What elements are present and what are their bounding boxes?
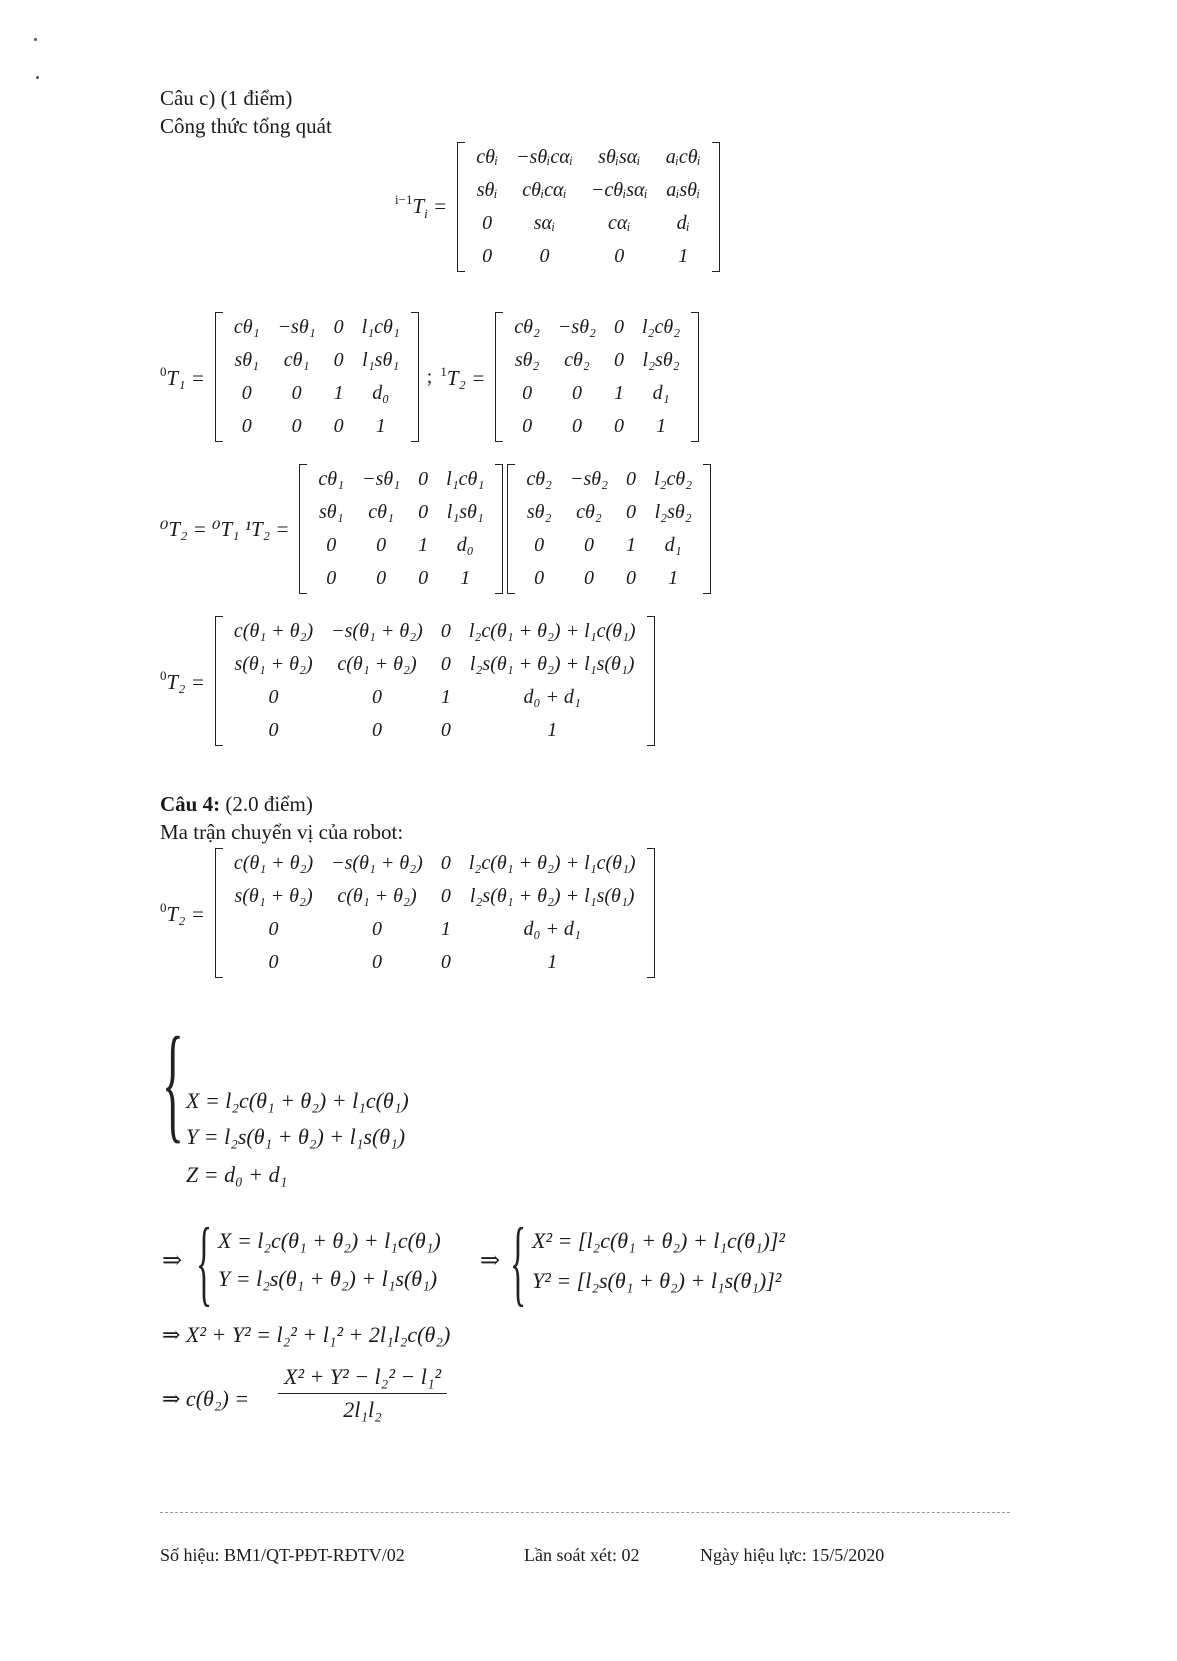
left-brace: { [510, 1208, 527, 1315]
matrix-cell: 0 [440, 719, 451, 741]
matrix-cell: 0 [613, 349, 624, 371]
fraction-numerator: X² + Y² − l₂² − l₁² [278, 1364, 447, 1394]
matrix-cell: 1 [333, 382, 344, 404]
general-matrix [457, 142, 720, 272]
matrix-cell: 0 [326, 534, 337, 556]
matrix-cell: aᵢcθᵢ [665, 146, 701, 168]
matrix-cell: 0 [268, 686, 279, 708]
matrix-cell: cθ₂ [576, 501, 602, 523]
matrix-cell: sθᵢsαᵢ [598, 146, 641, 168]
matrix-cell: s(θ₁ + θ₂) [234, 653, 313, 675]
matrix-cell: c(θ₁ + θ₂) [233, 620, 314, 642]
footer-divider [160, 1512, 1010, 1513]
matrix-cell: −s(θ₁ + θ₂) [331, 620, 423, 642]
matrix-cell: 0 [241, 415, 252, 437]
matrix-cell: −cθᵢsαᵢ [590, 179, 648, 201]
matrix-cell: l₁sθ₁ [446, 501, 484, 523]
matrix-cell: l₁cθ₁ [361, 316, 400, 338]
matrix-cell: 0 [440, 620, 451, 642]
matrix-cell: −sθ₁ [362, 468, 401, 490]
section-subheading-robot-matrix: Ma trận chuyển vị của robot: [160, 820, 404, 844]
matrix-cell: 1 [460, 567, 471, 589]
matrix-cell: cθ₁ [318, 468, 345, 490]
general-matrix-lhs: $^{i-1}T_i$ = [395, 192, 448, 221]
matrix-cell: 0 [584, 534, 594, 556]
matrix-cell: 1 [375, 415, 386, 437]
scan-speck [34, 38, 37, 41]
matrix-cell: 0 [333, 349, 344, 371]
equation-sum-of-squares: ⇒ X² + Y² = l₂² + l₁² + 2l₁l₂c(θ₂) [162, 1322, 451, 1347]
matrix-cell: −sθᵢcαᵢ [516, 146, 573, 168]
matrix-cell: 0 [440, 852, 451, 874]
implies-arrow: ⇒ [480, 1248, 501, 1274]
matrix-cell: 1 [668, 567, 679, 589]
matrix-cell: sθ₁ [234, 349, 260, 371]
heading-points: (2.0 điểm) [225, 792, 313, 816]
result-equation [160, 616, 655, 746]
matrix-cell: 0 [418, 468, 429, 490]
matrix-cell: 0 [571, 415, 582, 437]
matrix-cell: 1 [656, 415, 667, 437]
matrix-cell: 1 [547, 951, 558, 973]
matrix-cell: 0 [333, 415, 344, 437]
matrix-cell: l₂sθ₂ [642, 349, 680, 371]
matrix-cell: 0 [482, 212, 493, 234]
matrix-cell: 1 [626, 534, 637, 556]
matrix-cell: 0 [241, 382, 252, 404]
matrix-cell: 1 [418, 534, 429, 556]
footer-effective-date: Ngày hiệu lực: 15/5/2020 [700, 1545, 885, 1565]
matrix-cell: l₂c(θ₁ + θ₂) + l₁c(θ₁) [468, 852, 636, 874]
matrix-cell: sθᵢ [476, 179, 498, 201]
matrix-cell: s(θ₁ + θ₂) [234, 885, 313, 907]
matrix-cell: 0 [418, 501, 429, 523]
matrix-cell: 0 [440, 951, 451, 973]
matrix-cell: d₁ [664, 534, 682, 556]
matrix-cell: cαᵢ [608, 212, 631, 234]
matrix-cell: 0 [539, 245, 550, 267]
matrix-cell: 0 [614, 245, 625, 267]
matrix-cell: 0 [376, 534, 387, 556]
matrix-cell: 1 [678, 245, 689, 267]
matrix-cell: 0 [534, 534, 545, 556]
equation-y: Y = l₂s(θ₁ + θ₂) + l₁s(θ₁) [186, 1124, 406, 1149]
matrix-cell: 0 [326, 567, 337, 589]
left-brace: { [196, 1208, 213, 1315]
matrix-cell: cθ₂ [564, 349, 590, 371]
matrix-cell: 0 [268, 719, 279, 741]
matrix-cell: cθ₁ [233, 316, 260, 338]
section-heading-cau-c: Câu c) (1 điểm) [160, 86, 293, 110]
matrix-cell: cθ₁ [368, 501, 394, 523]
matrix-cell: 0 [291, 415, 302, 437]
matrix-cell: 0 [626, 567, 637, 589]
equation-x: X = l₂c(θ₁ + θ₂) + l₁c(θ₁) [186, 1088, 409, 1113]
matrix-cell: l₂s(θ₁ + θ₂) + l₁s(θ₁) [469, 653, 635, 675]
heading-bold-part: Câu 4: [160, 792, 221, 816]
matrix-cell: 0 [440, 653, 451, 675]
matrix-cell: 0 [371, 918, 382, 940]
matrix-cell: 0 [482, 245, 493, 267]
matrix-cell: 0 [418, 567, 429, 589]
t2-matrix [495, 312, 699, 442]
matrix-cell: 1 [440, 686, 451, 708]
matrix-cell: cθ₂ [514, 316, 540, 338]
matrix-cell: −sθ₂ [569, 468, 609, 490]
matrix-cell: sθ₂ [526, 501, 552, 523]
matrix-cell: l₁cθ₁ [446, 468, 485, 490]
matrix-cell: l₁sθ₁ [362, 349, 400, 371]
matrix-cell: 1 [613, 382, 624, 404]
matrix-cell: dᵢ [676, 212, 690, 234]
matrix-cell: sθ₁ [318, 501, 344, 523]
matrix-cell: 0 [371, 951, 382, 973]
equation-x: X = l₂c(θ₁ + θ₂) + l₁c(θ₁) [218, 1228, 441, 1253]
equation-y: Y = l₂s(θ₁ + θ₂) + l₁s(θ₁) [218, 1266, 438, 1291]
matrix-cell: c(θ₁ + θ₂) [233, 852, 314, 874]
matrix-cell: d₀ + d₁ [523, 686, 581, 708]
matrix-cell: cθ₁ [283, 349, 310, 371]
matrix-cell: −s(θ₁ + θ₂) [331, 852, 423, 874]
equation-cos-theta2-lhs: ⇒ c(θ₂) = [162, 1386, 250, 1411]
product-lhs: ⁰T₂ = ⁰T₁ ¹T₂ = [160, 516, 290, 541]
fraction-denominator: 2l₁l₂ [343, 1397, 382, 1422]
matrix-cell: 0 [371, 686, 382, 708]
matrix-cell: 1 [547, 719, 558, 741]
t2-matrix-lhs: $^1$T₂ = [440, 363, 486, 390]
matrix-cell: 0 [376, 567, 387, 589]
t1-t2-equation [160, 312, 699, 442]
matrix-cell: d₀ [456, 534, 474, 556]
matrix-cell: l₂sθ₂ [654, 501, 692, 523]
scan-speck [36, 76, 39, 79]
product-left-matrix [299, 464, 503, 594]
footer-review-number: Lần soát xét: 02 [524, 1545, 640, 1565]
product-equation [160, 464, 711, 594]
t1-matrix [215, 312, 419, 442]
matrix-cell: 0 [534, 567, 545, 589]
equation-z: Z = d₀ + d₁ [186, 1162, 288, 1187]
equation-x-squared: X² = [l₂c(θ₁ + θ₂) + l₁c(θ₁)]² [532, 1228, 786, 1253]
footer-document-code: Số hiệu: BM1/QT-PĐT-RĐTV/02 [160, 1545, 405, 1565]
matrix-cell: 0 [371, 719, 382, 741]
matrix-cell: 0 [613, 316, 624, 338]
matrix-cell: sαᵢ [533, 212, 556, 234]
matrix-cell: 0 [268, 951, 279, 973]
matrix-cell: d₀ + d₁ [523, 918, 581, 940]
matrix-cell: 0 [613, 415, 624, 437]
result-matrix-lhs: $^0$T₂ = [160, 667, 205, 694]
matrix-cell: 0 [626, 468, 637, 490]
matrix-cell: −sθ₂ [557, 316, 596, 338]
matrix-separator: ; [426, 365, 433, 388]
matrix-cell: d₀ [372, 382, 390, 404]
cos-theta2-fraction [278, 1364, 447, 1423]
product-right-matrix [507, 464, 711, 594]
matrix-cell: l₂cθ₂ [654, 468, 693, 490]
result-matrix [215, 616, 655, 746]
section-subheading-general-formula: Công thức tổng quát [160, 114, 332, 138]
matrix-cell: −sθ₁ [277, 316, 316, 338]
section-heading-cau-4 [160, 792, 313, 817]
general-transform-equation [395, 142, 720, 272]
matrix-cell: cθᵢ [476, 146, 499, 168]
matrix-cell: 0 [291, 382, 302, 404]
matrix-cell: cθᵢcαᵢ [522, 179, 567, 201]
matrix-cell: sθ₂ [514, 349, 540, 371]
equation-y-squared: Y² = [l₂s(θ₁ + θ₂) + l₁s(θ₁)]² [532, 1268, 782, 1293]
robot-transform-equation [160, 848, 655, 978]
matrix-cell: aᵢsθᵢ [666, 179, 701, 201]
matrix-cell: c(θ₁ + θ₂) [337, 885, 417, 907]
matrix-cell: 1 [440, 918, 451, 940]
matrix-cell: d₁ [652, 382, 670, 404]
matrix-cell: l₂c(θ₁ + θ₂) + l₁c(θ₁) [468, 620, 636, 642]
matrix-cell: cθ₂ [526, 468, 552, 490]
implies-arrow: ⇒ [162, 1248, 183, 1274]
matrix-cell: 0 [522, 382, 533, 404]
matrix-cell: 0 [584, 567, 594, 589]
robot-matrix-lhs: $^0$T₂ = [160, 899, 205, 926]
t1-matrix-lhs: $^0$T₁ = [160, 363, 205, 390]
matrix-cell: l₂s(θ₁ + θ₂) + l₁s(θ₁) [469, 885, 635, 907]
matrix-cell: l₂cθ₂ [641, 316, 681, 338]
matrix-cell: 0 [333, 316, 344, 338]
matrix-cell: 0 [522, 415, 533, 437]
matrix-cell: 0 [571, 382, 582, 404]
matrix-cell: 0 [268, 918, 279, 940]
matrix-cell: c(θ₁ + θ₂) [337, 653, 417, 675]
matrix-cell: 0 [626, 501, 637, 523]
matrix-cell: 0 [440, 885, 451, 907]
left-brace: { [162, 1011, 184, 1155]
robot-matrix [215, 848, 655, 978]
